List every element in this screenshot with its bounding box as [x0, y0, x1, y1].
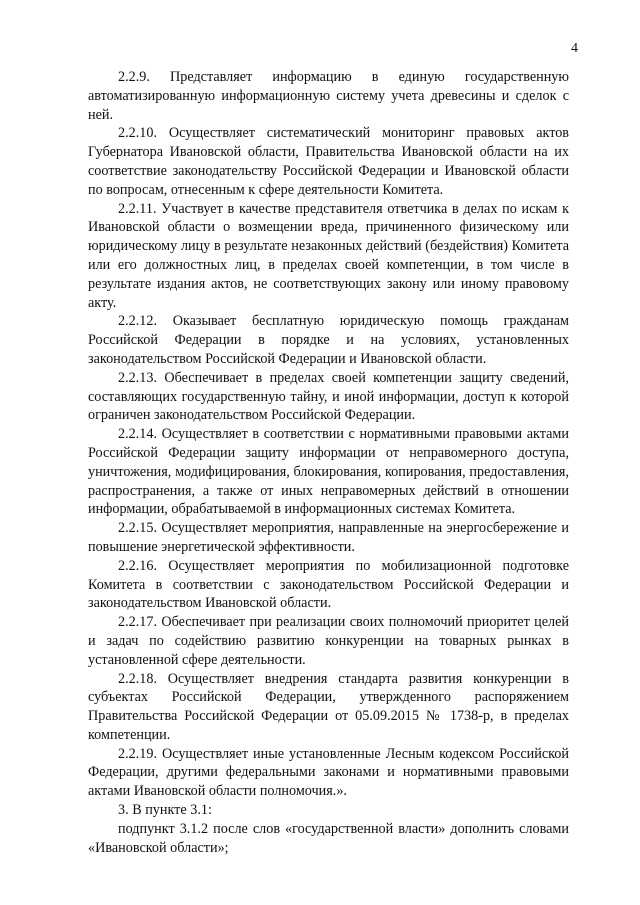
document-body: [88, 68, 569, 857]
paragraph-3: 3. В пункте 3.1:: [118, 802, 212, 819]
paragraph-2-2-13: 2.2.13. Обеспечивает в пределах своей компетенции защиту сведений, составляющих государственную тайну, и иной информации, доступ к которой ограничен законодательством Российской Федерации.: [88, 369, 569, 424]
paragraph-2-2-15: 2.2.15. Осуществляет мероприятия, направленные на энергосбережение и повышение энергетической эффективности.: [88, 520, 569, 555]
paragraph-2-2-11: 2.2.11. Участвует в качестве представителя ответчика в делах по искам к Ивановской области о возмещении вреда, причиненного физическому или юридическому лицу в результате незаконных действий (бездействия) Комитета или его должностных лиц, в пределах своей компетенции, в том числе в результате издания актов, не соответствующих закону или иному правовому акту.: [88, 200, 569, 311]
paragraph-2-2-16: 2.2.16. Осуществляет мероприятия по мобилизационной подготовке Комитета в соответствии с законодательством Российской Федерации и законодательством Ивановской области.: [88, 557, 569, 612]
paragraph-2-2-18: 2.2.18. Осуществляет внедрения стандарта развития конкуренции в субъектах Российской Федерации, утвержденного распоряжением Правительства Российской Федерации от 05.09.2015 № 1738-р, в пределах компетенции.: [88, 670, 569, 743]
paragraph-2-2-12: 2.2.12. Оказывает бесплатную юридическую помощь гражданам Российской Федерации в порядке и на условиях, установленных законодательством Российской Федерации и Ивановской области.: [88, 313, 569, 367]
paragraph-2-2-17: 2.2.17. Обеспечивает при реализации своих полномочий приоритет целей и задач по содействию развитию конкуренции на товарных рынках в установленной сфере деятельности.: [88, 614, 569, 668]
paragraph-2-2-9: 2.2.9. Представляет информацию в единую государственную автоматизированную информационную систему учета древесины и сделок с ней.: [88, 69, 569, 123]
paragraph-2-2-14: 2.2.14. Осуществляет в соответствии с нормативными правовыми актами Российской Федерации защиту информации от неправомерного доступа, уничтожения, модифицирования, блокирования, копирования, предоставления, распространения, а также от иных неправомерных действий в отношении информации, обрабатываемой в информационных системах Комитета.: [88, 426, 569, 518]
page-number: 4: [571, 41, 578, 56]
paragraph-2-2-19: 2.2.19. Осуществляет иные установленные Лесным кодексом Российской Федерации, другими федеральными законами и нормативными правовыми актами Ивановской области полномочия.».: [88, 745, 569, 800]
paragraph-2-2-10: 2.2.10. Осуществляет систематический мониторинг правовых актов Губернатора Ивановской области, Правительства Ивановской области на их соответствие законодательству Российской Федерации и Ивановской области по вопросам, отнесенным к сфере деятельности Комитета.: [88, 125, 569, 198]
paragraph-3-1-2: подпункт 3.1.2 после слов «государственной власти» дополнить словами «Ивановской области»;: [88, 820, 569, 856]
